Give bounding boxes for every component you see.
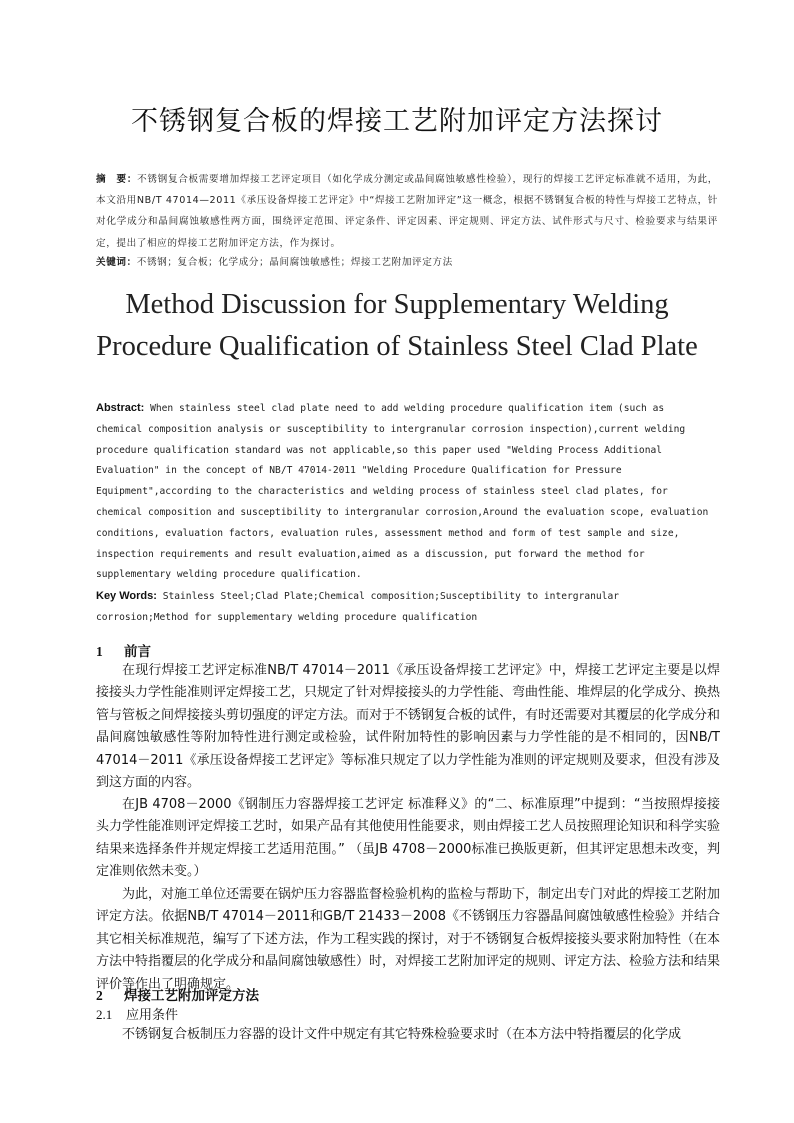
- section-2-1-title: 应用条件: [126, 1008, 179, 1023]
- english-abstract-label: Abstract:: [96, 402, 145, 414]
- chinese-abstract-label: 摘 要：: [96, 174, 138, 185]
- section-2-1-number: 2.1: [96, 1007, 113, 1022]
- english-keywords-label: Key Words:: [96, 590, 157, 602]
- chinese-keywords-text: 不锈钢；复合板；化学成分；晶间腐蚀敏感性；焊接工艺附加评定方法: [136, 257, 453, 268]
- section-2-1-heading: [96, 1004, 178, 1023]
- chinese-title: 不锈钢复合板的焊接工艺附加评定方法探讨: [131, 106, 663, 137]
- chinese-abstract-text: 不锈钢复合板需要增加焊接工艺评定项目（如化学成分测定或晶间腐蚀敏感性检验），现行的焊接工艺评定标准就不适用，为此，本文沿用NB/T 47014—2011《承压设备焊接工艺评定》中“焊接工艺附加评定”这一概念，根据不锈钢复合板的特性与焊接工艺特点，针对化学成分和晶间腐蚀敏感性两方面，围绕评定范围、评定条件、评定因素、评定规则、评定方法、试件形式与尺寸、检验要求与结果评定，提出了相应的焊接工艺附加评定方法，作为探讨。: [96, 174, 718, 249]
- section-2-1-paragraph: 不锈钢复合板制压力容器的设计文件中规定有其它特殊检验要求时（在本方法中特指覆层的化学成: [122, 1027, 682, 1042]
- section-1-paragraph-1: 在现行焊接工艺评定标准NB/T 47014－2011《承压设备焊接工艺评定》中，焊接工艺评定主要是以焊接接头力学性能准则评定焊接工艺，只规定了针对焊接接头的力学性能、弯曲性能、堆焊层的化学成分、换热管与管板之间焊接接头剪切强度的评定方法。而对于不锈钢复合板的试件，有时还需要对其覆层的化学成分和晶间腐蚀敏感性等附加特性进行测定或检验，试件附加特性的影响因素与力学性能的是不相同的，因NB/T 47014－2011《承压设备焊接工艺评定》等标准只规定了以力学性能为准则的评定规则及要求，但没有涉及到这方面的内容。: [96, 663, 721, 791]
- english-title-line-2: Procedure Qualification of Stainless Steel Clad Plate: [96, 331, 698, 362]
- english-abstract: [96, 398, 716, 586]
- english-title: [0, 284, 794, 368]
- section-1-heading: [96, 640, 151, 660]
- section-1-title: 前言: [124, 644, 151, 660]
- section-1-paragraph-2: 在JB 4708－2000《钢制压力容器焊接工艺评定 标准释义》的“二、标准原理”中提到：“当按照焊接接头力学性能准则评定焊接工艺时，如果产品有其他使用性能要求，则由焊接工艺人员按照理论知识和科学实验结果来选择条件并规定焊接工艺适用范围。” （虽JB 4708－2000标准已换版更新，但其评定思想未改变，判定准则依然未变。）: [96, 797, 721, 880]
- english-keywords-text: Stainless Steel;Clad Plate;Chemical composition;Susceptibility to intergranular corrosion;Method for supplementary welding procedure qualification: [96, 591, 619, 623]
- section-2-title: 焊接工艺附加评定方法: [124, 988, 259, 1004]
- english-title-line-1: Method Discussion for Supplementary Welding: [125, 289, 669, 320]
- section-2-number: 2: [96, 988, 103, 1003]
- chinese-abstract: [96, 169, 718, 254]
- chinese-keywords-label: 关键词：: [96, 257, 137, 268]
- english-abstract-text: When stainless steel clad plate need to add welding procedure qualification item (such as chemical composition analysis or susceptibility to intergranular corrosion inspection),current welding procedure qualification standard was not applicable,so this paper used "Welding Process Additional Evaluation" in the concept of NB/T 47014-2011 "Welding Procedure Qualification for Pressure Equipment",according to the characteristics and welding process of stainless steel clad plates, for chemical composition and susceptibility to intergranular corrosion,Around the evaluation scope, evaluation conditions, evaluation factors, evaluation rules, assessment method and form of test sample and size, inspection requirements and result evaluation,aimed as a discussion, put forward the method for supplementary welding procedure qualification.: [96, 403, 709, 581]
- section-1-number: 1: [96, 644, 103, 659]
- section-2-heading: [96, 984, 259, 1004]
- english-keywords: [96, 586, 696, 628]
- section-1-paragraph-3: 为此，对施工单位还需要在锅炉压力容器监督检验机构的监检与帮助下，制定出专门对此的焊接工艺附加评定方法。依据NB/T 47014－2011和GB/T 21433－2008《不锈钢压力容器晶间腐蚀敏感性检验》并结合其它相关标准规范，编写了下述方法，作为工程实践的探讨，对于不锈钢复合板焊接接头要求附加特性（在本方法中特指覆层的化学成分和晶间腐蚀敏感性）时，对焊接工艺附加评定的规则、评定方法、检验方法和结果评价等作出了明确规定。: [96, 887, 721, 992]
- chinese-keywords: [96, 254, 718, 272]
